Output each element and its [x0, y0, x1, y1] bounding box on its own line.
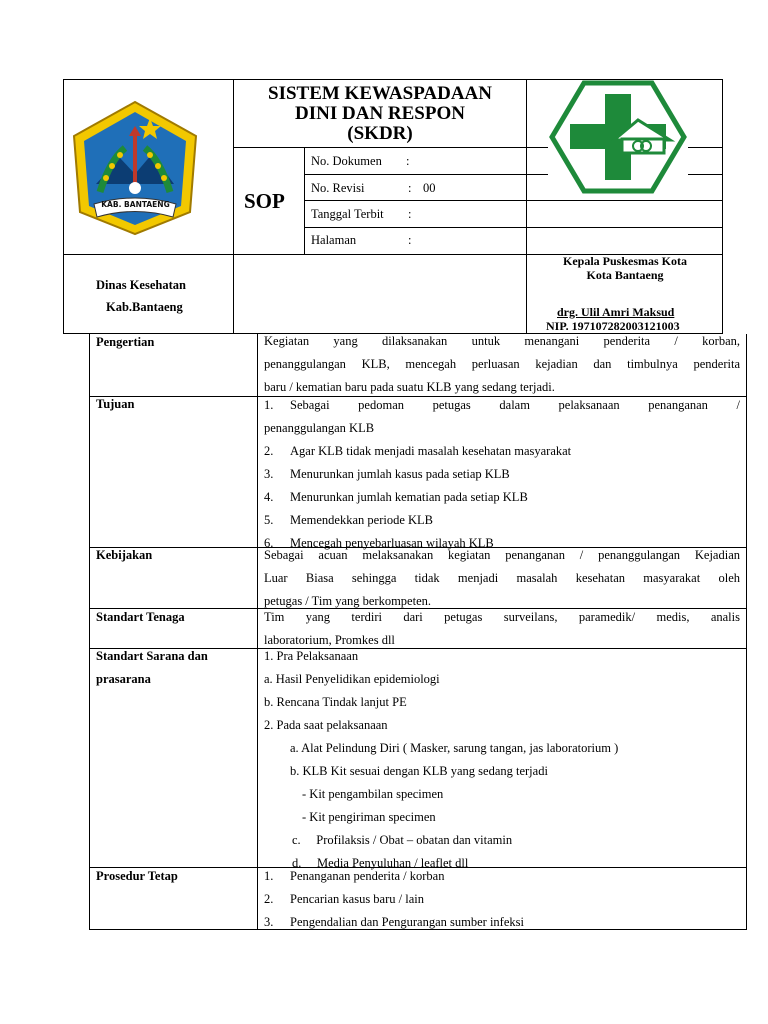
sarana-label-1: Standart Sarana dan: [96, 649, 208, 663]
pengertian-line-1: Kegiatan yang dilaksanakan untuk menangani penderita / korban,: [264, 334, 740, 348]
sarana-line-1: 1. Pra Pelaksanaan: [264, 649, 359, 663]
meta-label-dokumen: No. Dokumen: [311, 154, 382, 168]
pengertian-line-3: baru / kematian baru pada suatu KLB yang sedang terjadi.: [264, 380, 555, 394]
sarana-line-8: - Kit pengiriman specimen: [302, 810, 436, 824]
org-line-2: Kab.Bantaeng: [106, 300, 183, 314]
tujuan-text-2: Agar KLB tidak menjadi masalah kesehatan masyarakat: [290, 444, 572, 458]
body-left-border: [89, 334, 90, 930]
tenaga-line-2: laboratorium, Promkes dll: [264, 633, 395, 647]
list-item: [264, 865, 740, 888]
tujuan-text-3: Menurunkan jumlah kasus pada setiap KLB: [290, 467, 510, 481]
meta-hline-r3: [526, 200, 723, 201]
emblem-caption: KAB. BANTAENG: [101, 200, 170, 209]
sarana-line-2: a. Hasil Penyelidikan epidemiologi: [264, 672, 440, 686]
tujuan-num-5: 5.: [264, 513, 274, 527]
list-item: [264, 888, 740, 911]
pengertian-line-2: penanggulangan KLB, mencegah perluasan kejadian dan timbulnya penderita: [264, 357, 740, 371]
meta-hline-r4: [526, 227, 723, 228]
prosedur-text-2: Pencarian kasus baru / lain: [290, 892, 424, 906]
prosedur-text-1: Penanganan penderita / korban: [290, 869, 445, 883]
kebijakan-line-1: Sebagai acuan melaksanakan kegiatan penanganan / penanggulangan Kejadian: [264, 548, 740, 562]
meta-value-revisi: 00: [423, 181, 436, 195]
kebijakan-line-3: petugas / Tim yang berkompeten.: [264, 594, 431, 608]
bantaeng-emblem-icon: [70, 100, 200, 236]
sarana-line-9: c. Profilaksis / Obat – obatan dan vitamin: [292, 833, 513, 847]
tujuan-text-1b: penanggulangan KLB: [264, 421, 375, 435]
label-sarana: [96, 645, 208, 691]
prosedur-num-3: 3.: [264, 915, 274, 929]
title-line-1: SISTEM KEWASPADAAN: [268, 83, 492, 104]
list-item: [264, 486, 740, 509]
content-kebijakan: [264, 544, 740, 613]
sarana-line-7: - Kit pengambilan specimen: [302, 787, 444, 801]
sarana-line-6: b. KLB Kit sesuai dengan KLB yang sedang terjadi: [290, 764, 548, 778]
meta-sep-dokumen: :: [406, 154, 410, 168]
label-kebijakan: Kebijakan: [96, 548, 153, 562]
tujuan-text-6: Mencegah penyebarluasan wilayah KLB: [290, 536, 494, 550]
content-tujuan: [264, 394, 740, 555]
sarana-line-3: b. Rencana Tindak lanjut PE: [264, 695, 407, 709]
label-prosedur: Prosedur Tetap: [96, 869, 178, 883]
sop-title: [234, 84, 526, 144]
tujuan-text-4: Menurunkan jumlah kematian pada setiap KLB: [290, 490, 528, 504]
label-pengertian: Pengertian: [96, 335, 155, 349]
approver-block: [527, 254, 723, 282]
tujuan-num-2: 2.: [264, 444, 274, 458]
tujuan-num-6: 6.: [264, 536, 274, 550]
prosedur-num-2: 2.: [264, 892, 274, 906]
body-mid-border: [257, 334, 258, 930]
tujuan-num-1: 1.: [264, 398, 274, 412]
meta-sep-terbit: :: [408, 207, 412, 221]
meta-label-terbit: Tanggal Terbit: [311, 207, 384, 221]
approver-name: drg. Ulil Amri Maksud: [557, 305, 675, 319]
label-tenaga: Standart Tenaga: [96, 610, 185, 624]
tenaga-line-1: Tim yang terdiri dari petugas surveilans, paramedik/ medis, analis: [264, 610, 740, 624]
content-pengertian: [264, 330, 740, 399]
sarana-line-4: 2. Pada saat pelaksanaan: [264, 718, 388, 732]
puskesmas-logo: [548, 80, 688, 194]
meta-hline-3: [304, 227, 527, 228]
label-tujuan: Tujuan: [96, 397, 135, 411]
meta-label-halaman: Halaman: [311, 233, 357, 247]
kebijakan-line-2: Luar Biasa sehingga tidak menjadi masalah kesehatan masyarakat oleh: [264, 571, 740, 585]
tujuan-num-4: 4.: [264, 490, 274, 504]
org-line-1: Dinas Kesehatan: [96, 278, 186, 292]
tujuan-text-1: Sebagai pedoman petugas dalam pelaksanaan penanganan /: [290, 398, 740, 412]
header-hline-title: [233, 147, 527, 148]
sarana-line-5: a. Alat Pelindung Diri ( Masker, sarung tangan, jas laboratorium ): [290, 741, 619, 755]
bantaeng-emblem-logo: [70, 100, 200, 236]
list-item: [264, 463, 740, 486]
org-name: [96, 274, 186, 318]
sop-label: SOP: [244, 189, 285, 213]
prosedur-text-3: Pengendalian dan Pengurangan sumber infeksi: [290, 915, 524, 929]
meta-label-revisi: No. Revisi: [311, 181, 365, 195]
approver-title-1: Kepala Puskesmas Kota: [562, 254, 687, 268]
content-prosedur: [264, 865, 740, 934]
title-line-2: DINI DAN RESPON: [295, 103, 465, 124]
meta-sep-halaman: :: [408, 233, 412, 247]
body-right-border: [746, 334, 747, 930]
list-item: [264, 509, 740, 532]
list-item: [264, 394, 740, 417]
list-item: [264, 440, 740, 463]
approver-title-2: Kota Bantaeng: [586, 268, 664, 282]
meta-sep-revisi: :: [408, 181, 412, 195]
sarana-label-2: prasarana: [96, 672, 151, 686]
tujuan-text-5: Memendekkan periode KLB: [290, 513, 434, 527]
puskesmas-cross-icon: [548, 80, 688, 194]
meta-hline-1: [304, 174, 527, 175]
tujuan-num-3: 3.: [264, 467, 274, 481]
list-item: [264, 911, 740, 934]
title-line-3: (SKDR): [347, 123, 413, 144]
sarana-line-10: d. Media Penyuluhan / leaflet dll: [292, 856, 469, 870]
prosedur-num-1: 1.: [264, 869, 274, 883]
meta-hline-2: [304, 200, 527, 201]
content-sarana: [264, 645, 740, 875]
approver-nip: NIP. 197107282003121003: [546, 319, 680, 333]
